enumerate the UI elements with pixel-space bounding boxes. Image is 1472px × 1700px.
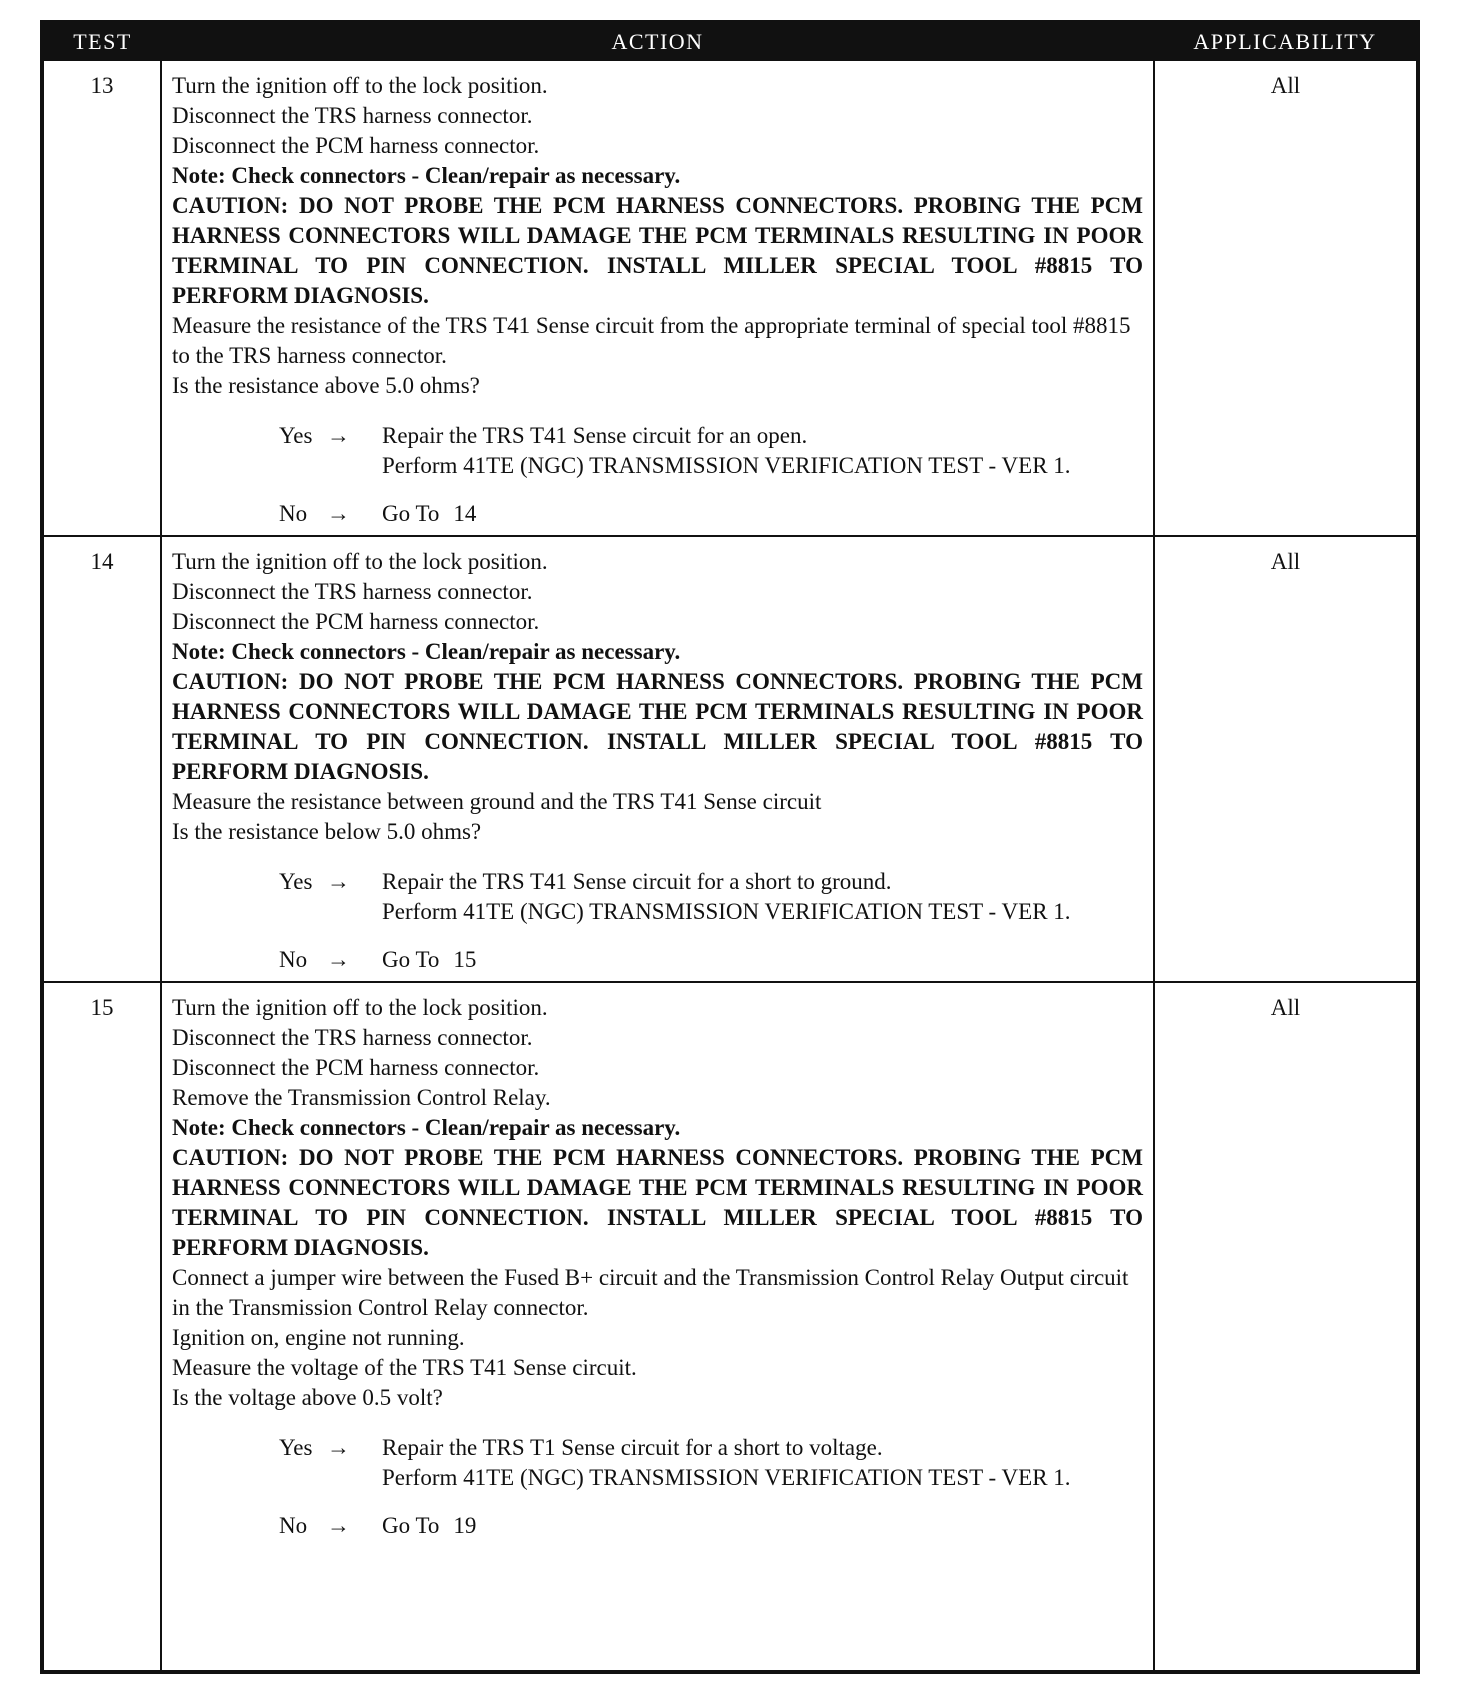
- table-header: [42, 22, 1418, 60]
- applicability-value: All: [1154, 536, 1418, 982]
- action-step: Turn the ignition off to the lock position.: [172, 549, 548, 574]
- yes-instructions: [382, 867, 1143, 927]
- no-result: [279, 499, 1143, 529]
- caution-text: CAUTION: DO NOT PROBE THE PCM HARNESS CONNECTORS. PROBING THE PCM HARNESS CONNECTORS WILL DAMAGE THE PCM TERMINALS RESULTING IN POOR TERMINAL TO PIN CONNECTION. INSTALL MILLER SPECIAL TOOL #8815 TO PERFORM DIAGNOSIS.: [172, 193, 1143, 308]
- note-text: Note: Check connectors - Clean/repair as necessary.: [172, 163, 681, 188]
- no-label: No: [279, 947, 308, 972]
- yes-label: Yes: [279, 423, 313, 448]
- action-cell: [161, 536, 1154, 982]
- test-number: 15: [42, 982, 161, 1672]
- arrow-icon: →: [327, 947, 350, 972]
- yes-instruction-line: Repair the TRS T1 Sense circuit for a short to voltage.: [382, 1435, 883, 1460]
- caution-text: CAUTION: DO NOT PROBE THE PCM HARNESS CONNECTORS. PROBING THE PCM HARNESS CONNECTORS WILL DAMAGE THE PCM TERMINALS RESULTING IN POOR TERMINAL TO PIN CONNECTION. INSTALL MILLER SPECIAL TOOL #8815 TO PERFORM DIAGNOSIS.: [172, 669, 1143, 784]
- action-cell: [161, 982, 1154, 1672]
- goto-text: Go To: [382, 947, 440, 972]
- action-step: Measure the resistance of the TRS T41 Sense circuit from the appropriate terminal of special tool #8815 to the TRS harness connector.: [172, 313, 1131, 368]
- header-applicability: APPLICABILITY: [1154, 22, 1418, 60]
- action-step: Turn the ignition off to the lock position.: [172, 73, 548, 98]
- test-row: [42, 60, 1418, 536]
- test-row: [42, 536, 1418, 982]
- action-step: Measure the resistance between ground and the TRS T41 Sense circuit: [172, 789, 822, 814]
- header-action: ACTION: [161, 22, 1154, 60]
- applicability-value: All: [1154, 60, 1418, 536]
- applicability-value: All: [1154, 982, 1418, 1672]
- goto-target-test: 14: [453, 501, 477, 526]
- goto-instruction: [382, 499, 1143, 529]
- no-result: [279, 1511, 1143, 1541]
- yes-instruction-line: Perform 41TE (NGC) TRANSMISSION VERIFICATION TEST - VER 1.: [382, 899, 1071, 924]
- yes-instructions: [382, 421, 1143, 481]
- action-cell: [161, 60, 1154, 536]
- diagnostic-test-table: [40, 20, 1420, 1674]
- action-step: Is the resistance below 5.0 ohms?: [172, 819, 482, 844]
- action-step: Disconnect the TRS harness connector.: [172, 103, 533, 128]
- note-text: Note: Check connectors - Clean/repair as necessary.: [172, 639, 681, 664]
- goto-instruction: [382, 1511, 1143, 1541]
- goto-text: Go To: [382, 1513, 440, 1538]
- yes-label: Yes: [279, 1435, 313, 1460]
- action-step: Connect a jumper wire between the Fused B+ circuit and the Transmission Control Relay Output circuit in the Transmission Control Relay connector.: [172, 1265, 1129, 1320]
- action-step: Disconnect the TRS harness connector.: [172, 1025, 533, 1050]
- arrow-icon: →: [327, 1513, 350, 1538]
- yes-instruction-line: Repair the TRS T41 Sense circuit for a short to ground.: [382, 869, 892, 894]
- header-test: TEST: [42, 22, 161, 60]
- arrow-icon: →: [327, 423, 350, 448]
- action-step: Disconnect the PCM harness connector.: [172, 609, 540, 634]
- test-row: [42, 982, 1418, 1672]
- test-number: 14: [42, 536, 161, 982]
- table-body: [42, 60, 1418, 1672]
- test-number: 13: [42, 60, 161, 536]
- yes-result: [279, 421, 1143, 481]
- goto-target-test: 15: [453, 947, 477, 972]
- note-text: Note: Check connectors - Clean/repair as necessary.: [172, 1115, 681, 1140]
- action-step: Turn the ignition off to the lock position.: [172, 995, 548, 1020]
- yes-label: Yes: [279, 869, 313, 894]
- action-step: Remove the Transmission Control Relay.: [172, 1085, 551, 1110]
- arrow-icon: →: [327, 1435, 350, 1460]
- action-step: Is the resistance above 5.0 ohms?: [172, 373, 480, 398]
- action-step: Ignition on, engine not running.: [172, 1325, 465, 1350]
- action-step: Disconnect the PCM harness connector.: [172, 1055, 540, 1080]
- yes-instructions: [382, 1433, 1143, 1493]
- action-step: Disconnect the TRS harness connector.: [172, 579, 533, 604]
- goto-instruction: [382, 945, 1143, 975]
- no-label: No: [279, 501, 308, 526]
- yes-instruction-line: Repair the TRS T41 Sense circuit for an open.: [382, 423, 808, 448]
- goto-text: Go To: [382, 501, 440, 526]
- caution-text: CAUTION: DO NOT PROBE THE PCM HARNESS CONNECTORS. PROBING THE PCM HARNESS CONNECTORS WILL DAMAGE THE PCM TERMINALS RESULTING IN POOR TERMINAL TO PIN CONNECTION. INSTALL MILLER SPECIAL TOOL #8815 TO PERFORM DIAGNOSIS.: [172, 1145, 1143, 1260]
- arrow-icon: →: [327, 501, 350, 526]
- yes-result: [279, 867, 1143, 927]
- yes-result: [279, 1433, 1143, 1493]
- no-label: No: [279, 1513, 308, 1538]
- action-step: Disconnect the PCM harness connector.: [172, 133, 540, 158]
- arrow-icon: →: [327, 869, 350, 894]
- yes-instruction-line: Perform 41TE (NGC) TRANSMISSION VERIFICATION TEST - VER 1.: [382, 1465, 1071, 1490]
- action-step: Is the voltage above 0.5 volt?: [172, 1385, 443, 1410]
- goto-target-test: 19: [453, 1513, 477, 1538]
- no-result: [279, 945, 1143, 975]
- action-step: Measure the voltage of the TRS T41 Sense circuit.: [172, 1355, 637, 1380]
- yes-instruction-line: Perform 41TE (NGC) TRANSMISSION VERIFICATION TEST - VER 1.: [382, 453, 1071, 478]
